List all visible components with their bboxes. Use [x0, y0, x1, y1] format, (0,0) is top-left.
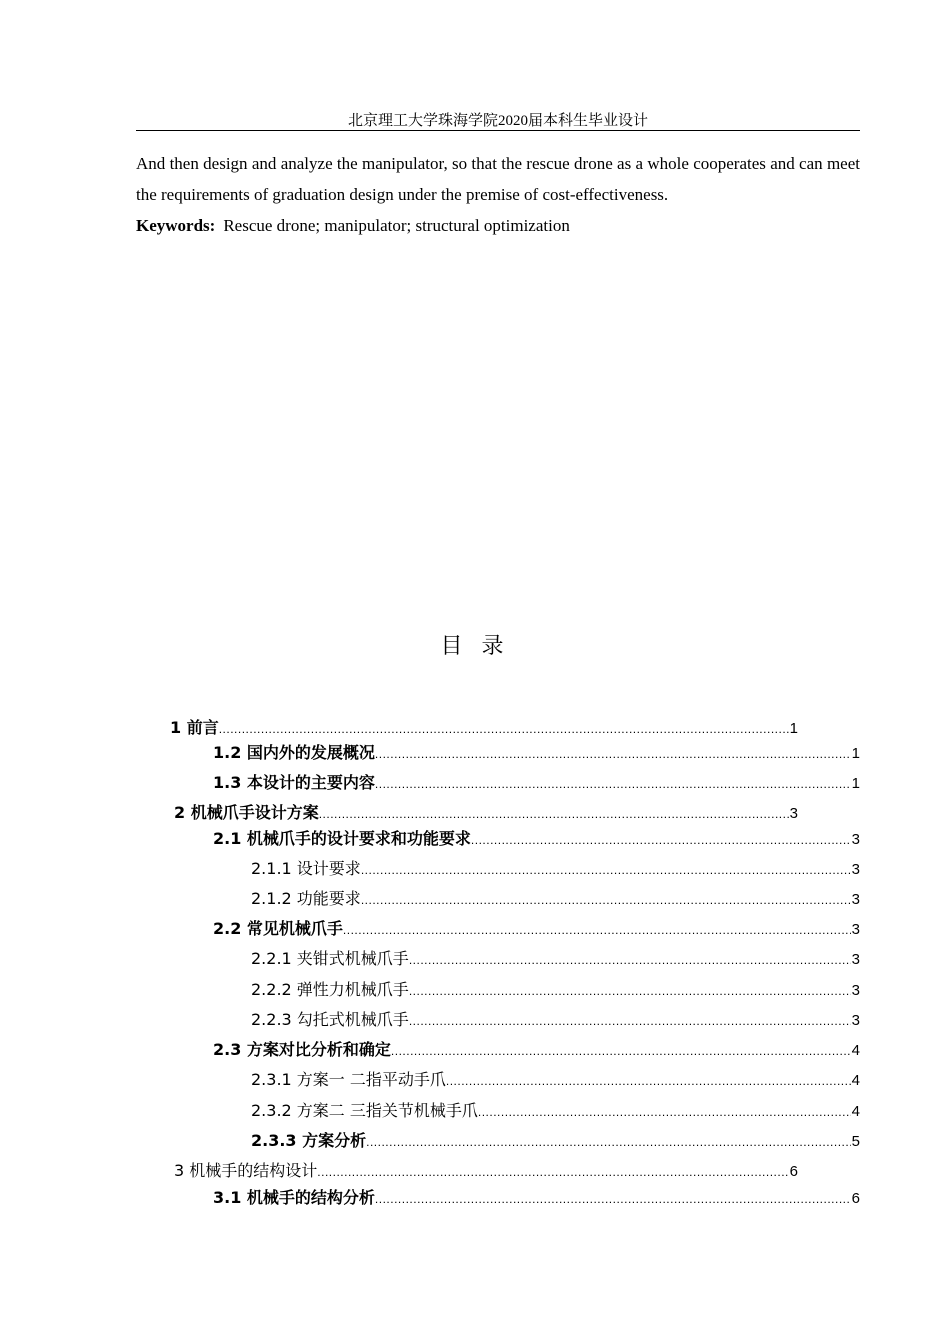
toc-entry[interactable] — [213, 1037, 860, 1063]
toc-entry[interactable] — [251, 946, 860, 972]
keywords-label: Keywords: — [136, 216, 216, 235]
toc-entry-text: 2.3 方案对比分析和确定 — [213, 1040, 391, 1059]
toc-entry-text: 2.2.1 夹钳式机械爪手 — [251, 949, 409, 968]
toc-entry[interactable] — [251, 1007, 860, 1033]
toc-entry-page: 3 — [851, 861, 860, 878]
toc-entry-text: 2.2.2 弹性力机械爪手 — [251, 980, 409, 999]
toc-entry-text: 3.1 机械手的结构分析 — [213, 1188, 375, 1207]
toc-entry[interactable] — [251, 886, 860, 912]
toc-entry-page: 1 — [789, 720, 798, 737]
toc-leader-dots — [375, 771, 851, 797]
toc-leader-dots — [446, 1068, 851, 1094]
running-header: 北京理工大学珠海学院2020届本科生毕业设计 — [347, 113, 648, 129]
toc-entry-page: 3 — [789, 805, 798, 822]
toc-entry-page: 6 — [851, 1190, 860, 1207]
toc-leader-dots — [409, 978, 851, 1004]
toc-entry[interactable] — [213, 1185, 860, 1211]
header-divider — [136, 130, 860, 131]
toc-entry-page: 3 — [851, 1012, 860, 1029]
toc-leader-dots — [361, 887, 851, 913]
toc-title: 目 录 — [440, 634, 510, 659]
toc-leader-dots — [319, 801, 789, 827]
toc-entry-page: 6 — [789, 1163, 798, 1180]
toc-leader-dots — [478, 1099, 851, 1125]
toc-entry-page: 5 — [851, 1133, 860, 1150]
toc-entry-text: 2.1 机械爪手的设计要求和功能要求 — [213, 829, 471, 848]
toc-entry[interactable] — [170, 715, 798, 741]
toc-entry[interactable] — [213, 740, 860, 766]
toc-entry[interactable] — [213, 826, 860, 852]
toc-leader-dots — [366, 1129, 851, 1155]
toc-entry[interactable] — [213, 916, 860, 942]
keywords-value: Rescue drone; manipulator; structural optimization — [223, 216, 570, 235]
toc-entry[interactable] — [251, 1128, 860, 1154]
toc-entry-text: 2.3.3 方案分析 — [251, 1131, 367, 1150]
toc-entry-text: 1 前言 — [170, 718, 219, 737]
toc-entry-page: 1 — [851, 745, 860, 762]
toc-entry-text: 2.2 常见机械爪手 — [213, 919, 343, 938]
toc-entry-text: 2.3.2 方案二 三指关节机械手爪 — [251, 1101, 478, 1120]
toc-entry-text: 2 机械爪手设计方案 — [174, 803, 319, 822]
toc-entry-page: 3 — [851, 951, 860, 968]
toc-entry-text: 2.1.2 功能要求 — [251, 889, 361, 908]
toc-entry-text: 2.3.1 方案一 二指平动手爪 — [251, 1070, 446, 1089]
toc-entry[interactable] — [251, 977, 860, 1003]
toc-entry[interactable] — [213, 770, 860, 796]
toc-leader-dots — [317, 1159, 788, 1185]
toc-entry-page: 3 — [851, 921, 860, 938]
toc-entry-text: 2.2.3 勾托式机械爪手 — [251, 1010, 409, 1029]
toc-entry[interactable] — [251, 1067, 860, 1093]
toc-entry-text: 3 机械手的结构设计 — [174, 1161, 318, 1180]
toc-entry-text: 1.2 国内外的发展概况 — [213, 743, 375, 762]
toc-leader-dots — [343, 917, 851, 943]
keywords-line — [136, 210, 860, 241]
toc-leader-dots — [471, 827, 851, 853]
toc-leader-dots — [361, 857, 851, 883]
toc-entry-page: 4 — [851, 1042, 860, 1059]
toc-leader-dots — [409, 1008, 851, 1034]
toc-entry[interactable] — [174, 1158, 798, 1184]
toc-leader-dots — [375, 1186, 851, 1212]
toc-leader-dots — [375, 741, 851, 767]
toc-entry[interactable] — [251, 1098, 860, 1124]
toc-leader-dots — [391, 1038, 851, 1064]
toc-entry-page: 3 — [851, 982, 860, 999]
abstract-paragraph: And then design and analyze the manipulator, so that the rescue drone as a whole cooperates and can meet the requirements of graduation design under the premise of cost-effectiveness. — [136, 154, 860, 204]
toc-entry[interactable] — [251, 856, 860, 882]
toc-entry-page: 4 — [851, 1103, 860, 1120]
toc-leader-dots — [409, 947, 851, 973]
toc-leader-dots — [219, 716, 789, 742]
toc-entry-page: 4 — [851, 1072, 860, 1089]
toc-entry[interactable] — [174, 800, 798, 826]
toc-entry-page: 1 — [851, 775, 860, 792]
toc-entry-text: 1.3 本设计的主要内容 — [213, 773, 375, 792]
toc-entry-text: 2.1.1 设计要求 — [251, 859, 361, 878]
toc-entry-page: 3 — [851, 831, 860, 848]
abstract-section — [136, 148, 860, 241]
toc-entry-page: 3 — [851, 891, 860, 908]
